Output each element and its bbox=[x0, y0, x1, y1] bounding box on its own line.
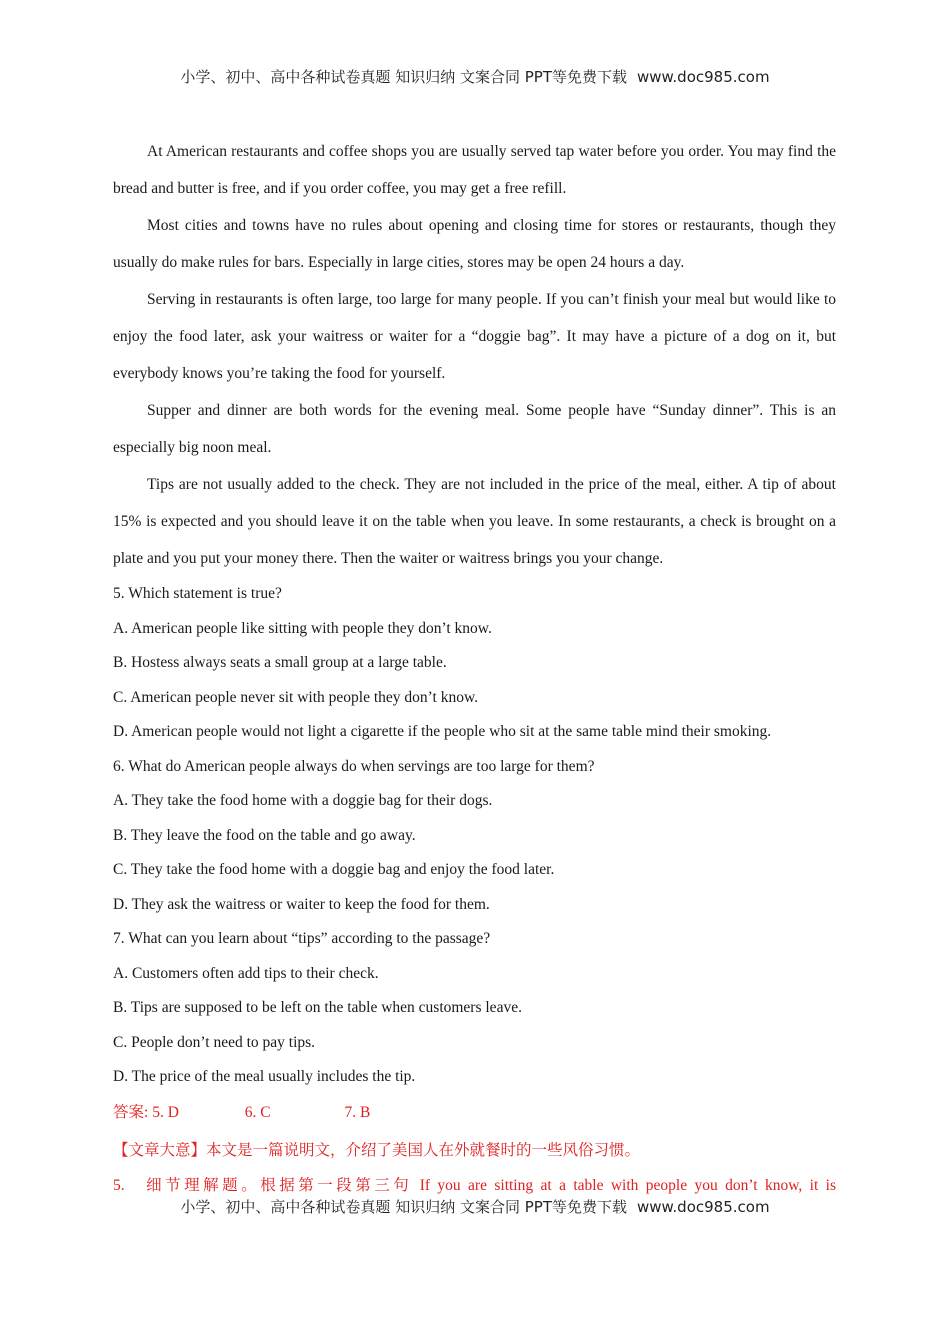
page-header bbox=[0, 66, 950, 87]
question-6-stem: 6. What do American people always do when servings are too large for them? bbox=[113, 757, 595, 775]
question-5-option-a: A. American people like sitting with people they don’t know. bbox=[113, 619, 492, 637]
paragraph-1: At American restaurants and coffee shops you are usually served tap water before you order. You may find the bread and butter is free, and if you order coffee, you may get a free refill. bbox=[113, 143, 836, 197]
answer-separator: : bbox=[144, 1103, 149, 1121]
answer-label: 答案 bbox=[113, 1103, 145, 1121]
footer-text: 小学、初中、高中各种试卷真题 知识归纳 文案合同 PPT等免费下载 bbox=[180, 1198, 627, 1216]
question-7-option-a: A. Customers often add tips to their check. bbox=[113, 964, 379, 982]
question-6-option-d: D. They ask the waitress or waiter to keep the food for them. bbox=[113, 895, 490, 913]
paragraph-2: Most cities and towns have no rules about opening and closing time for stores or restaurants, though they usually do make rules for bars. Especially in large cities, stores may be open 24 hours a day. bbox=[113, 217, 836, 271]
answer-6: 6. C bbox=[244, 1103, 271, 1121]
question-5-option-c: C. American people never sit with people they don’t know. bbox=[113, 688, 479, 706]
question-7-stem: 7. What can you learn about “tips” according to the passage? bbox=[113, 930, 491, 947]
question-5-option-d: D. American people would not light a cigarette if the people who sit at the same table mind their smoking. bbox=[113, 723, 772, 740]
question-6-option-a: A. They take the food home with a doggie bag for their dogs. bbox=[113, 792, 493, 809]
question-7-option-b: B. Tips are supposed to be left on the table when customers leave. bbox=[113, 999, 522, 1016]
paragraph-4: Supper and dinner are both words for the evening meal. Some people have “Sunday dinner”. This is an especially big noon meal. bbox=[113, 402, 836, 456]
answer-7: 7. B bbox=[344, 1103, 371, 1121]
article-summary: 【文章大意】本文是一篇说明文，介绍了美国人在外就餐时的一些风俗习惯。 bbox=[113, 1141, 641, 1159]
paragraph-5: Tips are not usually added to the check. They are not included in the price of the meal, either. A tip of about 15% is expected and you should leave it on the table when you leave. In some restaurants, a check is brought on a plate and you put your money there. Then the waiter or waitress brings you your change. bbox=[113, 476, 836, 567]
question-7-option-d: D. The price of the meal usually includes the tip. bbox=[113, 1068, 416, 1085]
question-5-stem: 5. Which statement is true? bbox=[113, 585, 282, 602]
page-footer bbox=[0, 1196, 950, 1217]
analysis-number: 5. bbox=[113, 1176, 125, 1194]
question-7-option-c: C. People don’t need to pay tips. bbox=[113, 1033, 316, 1051]
question-6-option-b: B. They leave the food on the table and go away. bbox=[113, 826, 416, 844]
header-text: 小学、初中、高中各种试卷真题 知识归纳 文案合同 PPT等免费下载 bbox=[180, 68, 627, 86]
question-6-option-c: C. They take the food home with a doggie bag and enjoy the food later. bbox=[113, 861, 555, 878]
question-5-option-b: B. Hostess always seats a small group at a large table. bbox=[113, 654, 447, 671]
answer-5: 5. D bbox=[152, 1103, 179, 1121]
document-body bbox=[113, 133, 836, 1203]
answer-key bbox=[113, 1095, 836, 1130]
analysis-text: 细节理解题。根据第一段第三句 If you are sitting at a table with people you don’t know, it is bbox=[142, 1176, 836, 1194]
paragraph-3: Serving in restaurants is often large, too large for many people. If you can’t finish your meal but would like to enjoy the food later, ask your waitress or waiter for a “doggie bag”. It may have a picture of a dog on it, but everybody knows you’re taking the food for yourself. bbox=[113, 291, 836, 382]
footer-site: www.doc985.com bbox=[636, 1198, 770, 1216]
header-site: www.doc985.com bbox=[636, 68, 770, 86]
